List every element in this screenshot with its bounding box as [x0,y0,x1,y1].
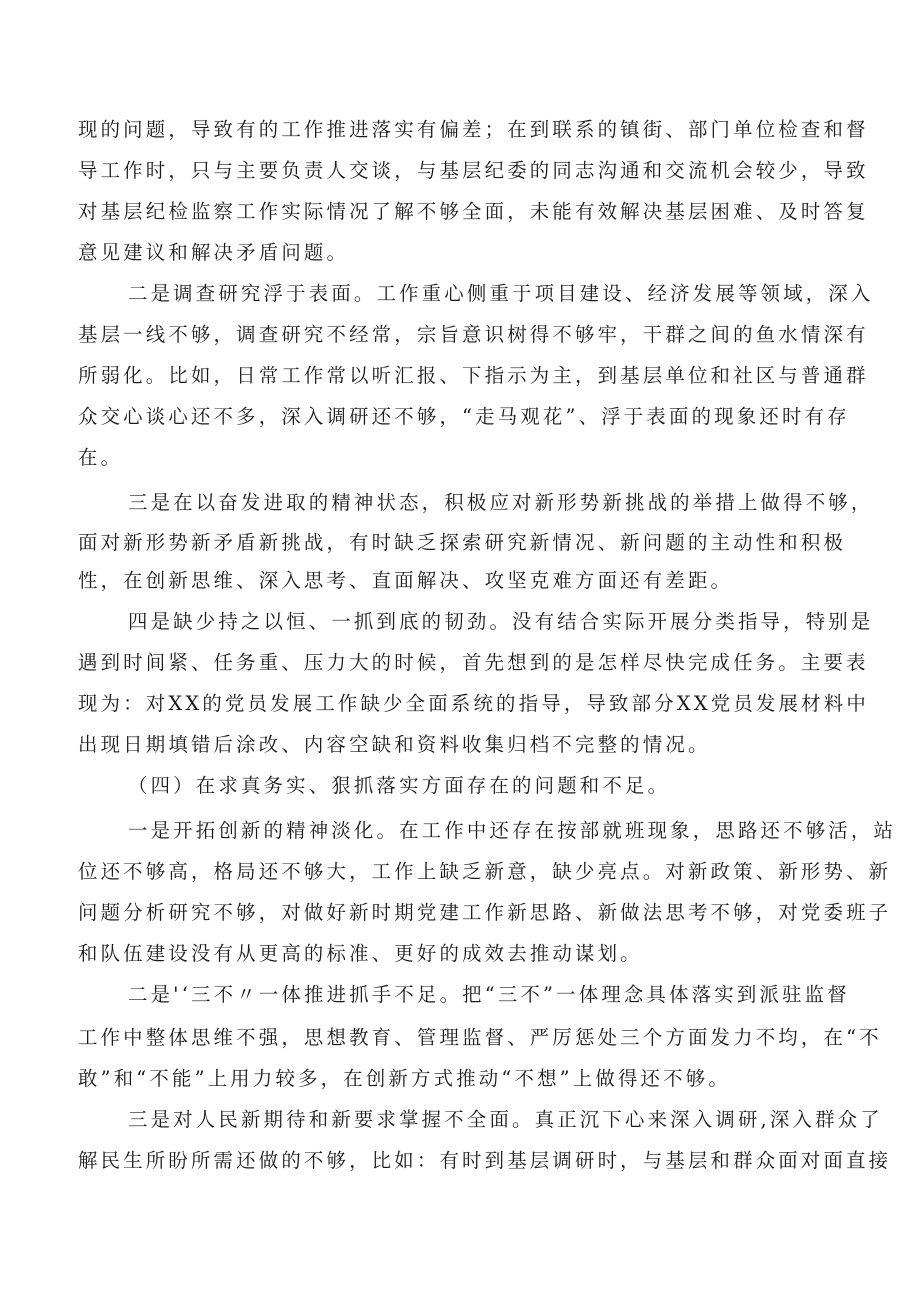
text-line: 一是开拓创新的精神淡化。在工作中还存在按部就班现象，思路还不够活，站 [128,819,897,842]
text-line: 面对新形势新矛盾新挑战，有时缺乏探索研究新情况、新问题的主动性和积极 [78,531,847,554]
text-line: 性，在创新思维、深入思考、直面解决、攻坚克难方面还有差距。 [78,569,734,592]
text-line: 问题分析研究不够，对做好新时期党建工作新思路、新做法思考不够，对党委班子 [78,901,892,924]
text-line: 三是对人民新期待和新要求掌握不全面。真正沉下心来深入调研,深入群众了 [128,1108,883,1131]
text-line: 位还不够高，格局还不够大，工作上缺乏新意，缺少亮点。对新政策、新形势、新 [78,860,892,883]
text-line: 二是调查研究浮于表面。工作重心侧重于项目建设、经济发展等领域，深入 [128,282,874,305]
text-line: 四是缺少持之以恒、一抓到底的韧劲。没有结合实际开展分类指导，特别是 [128,610,874,633]
text-line: 众交心谈心还不多，深入调研还不够，“走马观花”、浮于表面的现象还时有存 [78,405,850,428]
text-line: 基层一线不够，调查研究不经常，宗旨意识树得不够牢，干群之间的鱼水情深有 [78,323,869,346]
section-heading: （四）在求真务实、狠抓落实方面存在的问题和不足。 [128,774,671,797]
text-line: 出现日期填错后涂改、内容空缺和资料收集归档不完整的情况。 [78,733,711,756]
text-line: 遇到时间紧、任务重、压力大的时候，首先想到的是怎样尽快完成任务。主要表 [78,651,869,674]
text-line: 所弱化。比如，日常工作常以听汇报、下指示为主，到基层单位和社区与普通群 [78,364,869,387]
text-line: 敢”和“不能”上用力较多，在创新方式推动“不想”上做得还不够。 [78,1067,731,1090]
text-line: 现为：对XX的党员发展工作缺少全面系统的指导，导致部分XX党员发展材料中 [78,692,869,715]
text-line: 三是在以奋发进取的精神状态，积极应对新形势新挑战的举措上做得不够， [128,491,874,514]
text-line: 在。 [78,446,124,469]
text-line: 导工作时，只与主要负责人交谈，与基层纪委的同志沟通和交流机会较少，导致 [78,159,869,182]
text-line: 二是'‘三不〃一体推进抓手不足。把“三不”一体理念具体落实到派驻监督 [128,983,850,1006]
text-line: 解民生所盼所需还做的不够，比如：有时到基层调研时，与基层和群众面对面直接 [78,1149,892,1172]
text-line: 对基层纪检监察工作实际情况了解不够全面，未能有效解决基层困难、及时答复 [78,200,869,223]
text-line: 和队伍建设没有从更高的标准、更好的成效去推动谋划。 [78,942,643,965]
text-line: 工作中整体思维不强，思想教育、管理监督、严厉惩处三个方面发力不均，在“不 [78,1026,882,1049]
text-line: 意见建议和解决矛盾问题。 [78,241,350,264]
text-line: 现的问题，导致有的工作推进落实有偏差；在到联系的镇街、部门单位检查和督 [78,118,869,141]
